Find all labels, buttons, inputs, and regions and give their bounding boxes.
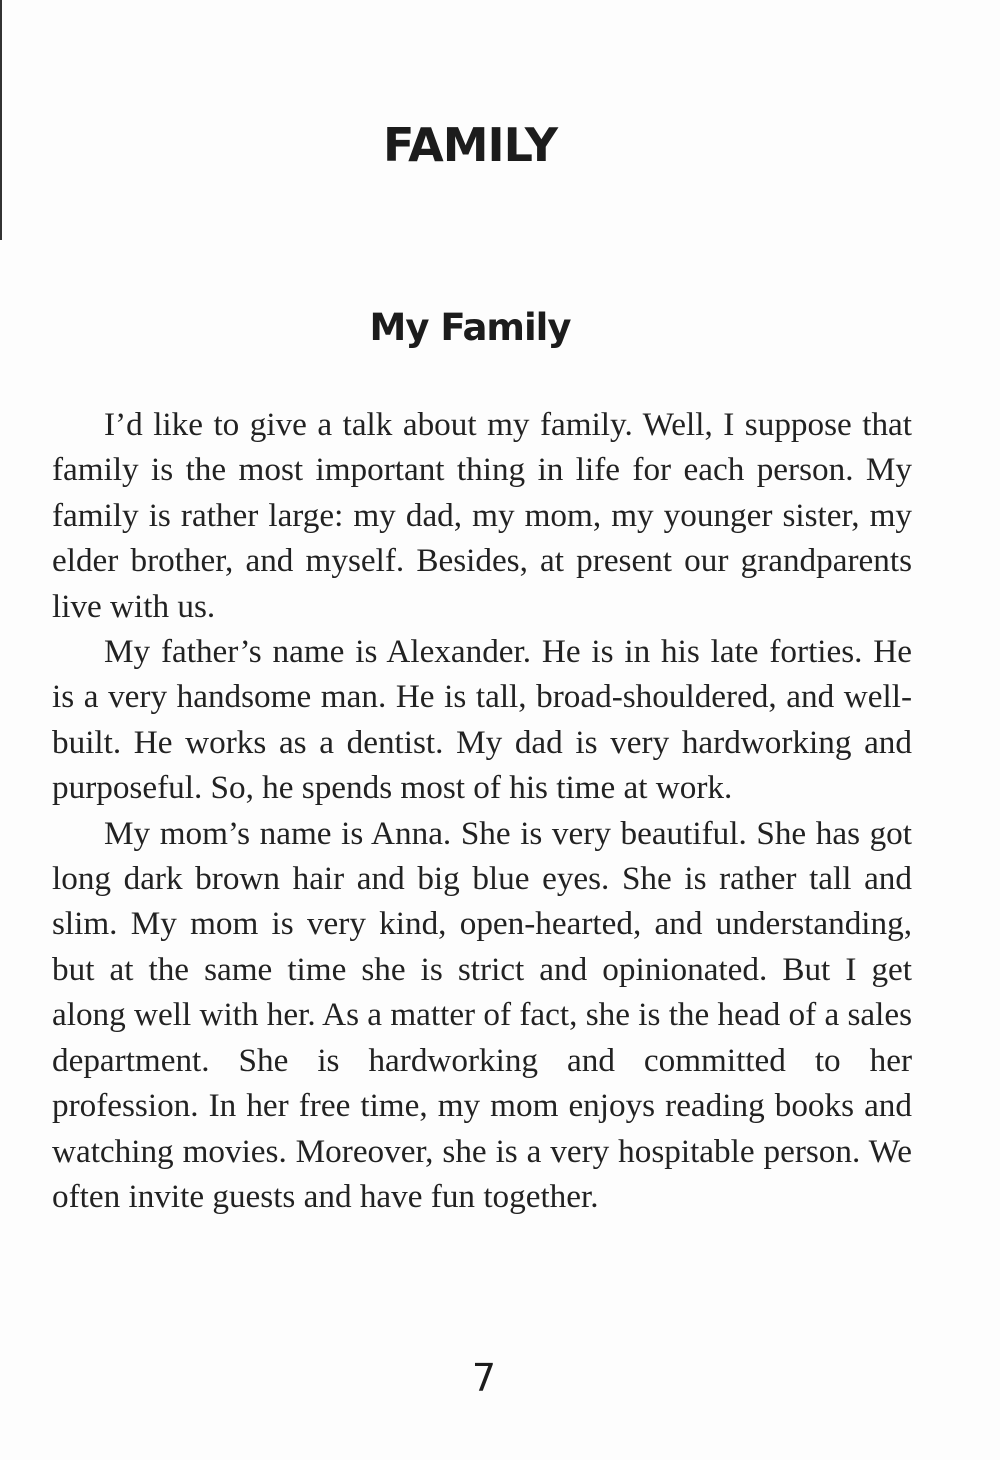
chapter-title: FAMILY [382, 118, 558, 172]
page-number: 7 [471, 1356, 497, 1400]
paragraph-intro: I’d like to give a talk about my family. Well, I suppose that family is the most important thing in life for each person. My family is rather large: my dad, my mom, my younger sister, my elder brother, and myself. Besides, at present our grandparents live with us. [52, 406, 912, 625]
paragraph-father: My father’s name is Alexander. He is in his late forties. He is a very handsome man. He is tall, broad-shouldered, and well-built. He works as a dentist. My dad is very hardworking and purposeful. So, he spends most of his time at work. [52, 633, 912, 807]
section-title: My Family [369, 306, 571, 349]
body-text [52, 402, 912, 1219]
paragraph-mother: My mom’s name is Anna. She is very beautiful. She has got long dark brown hair and big blue eyes. She is rather tall and slim. My mom is very kind, open-hearted, and understanding, but at the same time she is strict and opinionated. But I get along well with her. As a matter of fact, she is the head of a sales department. She is hardworking and committed to her profession. In her free time, my mom enjoys reading books and watching movies. Moreover, she is a very hospitable person. We often invite guests and have fun together. [52, 814, 912, 1215]
